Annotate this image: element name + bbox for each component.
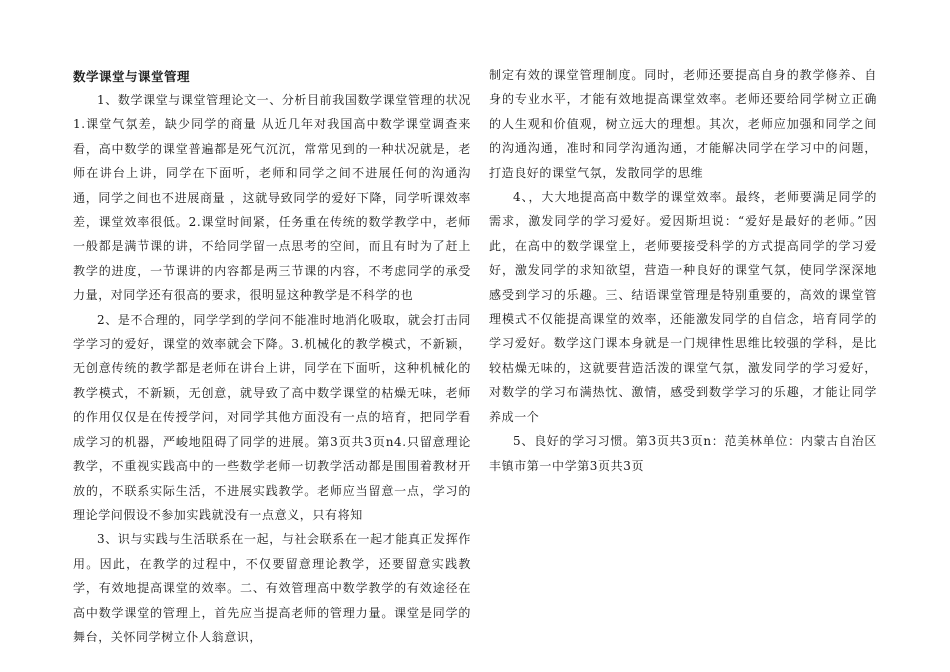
left-column (73, 66, 471, 649)
paragraph-1: 1、数学课堂与课堂管理论文一、分析目前我国数学课堂管理的状况1.课堂气氛差，缺少同学的商量 从近几年对我国高中数学课堂调查来看，高中数学的课堂普遍都是死气沉沉，常常见到的一种状况就是，老师在讲台上讲，同学在下面听，老师和同学之间不进展任何的沟通沟通，同学之间也不进展商量 ，这就导致同学的爱好下降，同学听课效率差，课堂效率很低。2.课堂时间紧，任务重在传统的数学教学中，老师一般都是满节课的讲，不给同学留一点思考的空间，而且有时为了赶上教学的进度，一节课讲的内容都是两三节课的内容，不考虑同学的承受力量，对同学还有很高的要求，很明显这种教学是不科学的也 (73, 93, 471, 303)
paragraph-3: 3、识与实践与生活联系在一起，与社会联系在一起才能真正发挥作用。因此，在教学的过程中，不仅要留意理论教学，还要留意实践教学，有效地提高课堂的效率。二、有效管理高中数学教学的有效途径在高中数学课堂的管理上，首先应当提高老师的管理力量。课堂是同学的舞台，关怀同学树立仆人翁意识， (73, 532, 471, 644)
document-title: 数学课堂与课堂管理 (73, 69, 191, 84)
paragraph-3-continued: 制定有效的课堂管理制度。同时，老师还要提高自身的教学修养、自身的专业水平，才能有效地提高课堂效率。老师还要给同学树立正确的人生观和价值观，树立远大的理想。其次，老师应加强和同学之间的沟通沟通，准时和同学沟通沟通，才能解决同学在学习中的问题，打造良好的课堂气氛，发散同学的思维 (489, 68, 877, 180)
paragraph-5: 5、良好的学习习惯。第3页共3页n：范美林单位：内蒙古自治区丰镇市第一中学第3页共3页 (489, 434, 877, 473)
paragraph-4: 4、，大大地提高高中数学的课堂效率。最终，老师要满足同学的需求，激发同学的学习爱好。爱因斯坦说：“爱好是最好的老师。”因此，在高中的数学课堂上，老师要接受科学的方式提高同学的学习爱好，激发同学的求知欲望，营造一种良好的课堂气氛，使同学深深地感受到学习的乐趣。三、结语课堂管理是特别重要的，高效的课堂管理模式不仅能提高课堂的效率，还能激发同学的自信念，培育同学的学习爱好。数学这门课本身就是一门规律性思维比较强的学科，是比较枯燥无味的，这就要营造活泼的课堂气氛，激发同学的学习爱好，对数学的学习布满热忱、激情，感受到数学学习的乐趣，才能让同学养成一个 (489, 190, 877, 424)
right-column (489, 63, 877, 478)
paragraph-2: 2、是不合理的，同学学到的学问不能准时地消化吸取，就会打击同学学习的爱好，课堂的效率就会下降。3.机械化的教学模式，不新颖，无创意传统的教学都是老师在讲台上讲，同学在下面听，这种机械化的教学模式，不新颖，无创意，就导致了高中数学课堂的枯燥无味，老师的作用仅仅是在传授学问，对同学其他方面没有一点的培育，把同学看成学习的机器，严峻地阻碍了同学的进展。第3页共3页n4.只留意理论教学，不重视实践高中的一些数学老师一切教学活动都是围围着教材开放的，不联系实际生活，不进展实践教学。老师应当留意一点，学习的理论学问假设不参加实践就没有一点意义，只有将知 (73, 312, 471, 522)
